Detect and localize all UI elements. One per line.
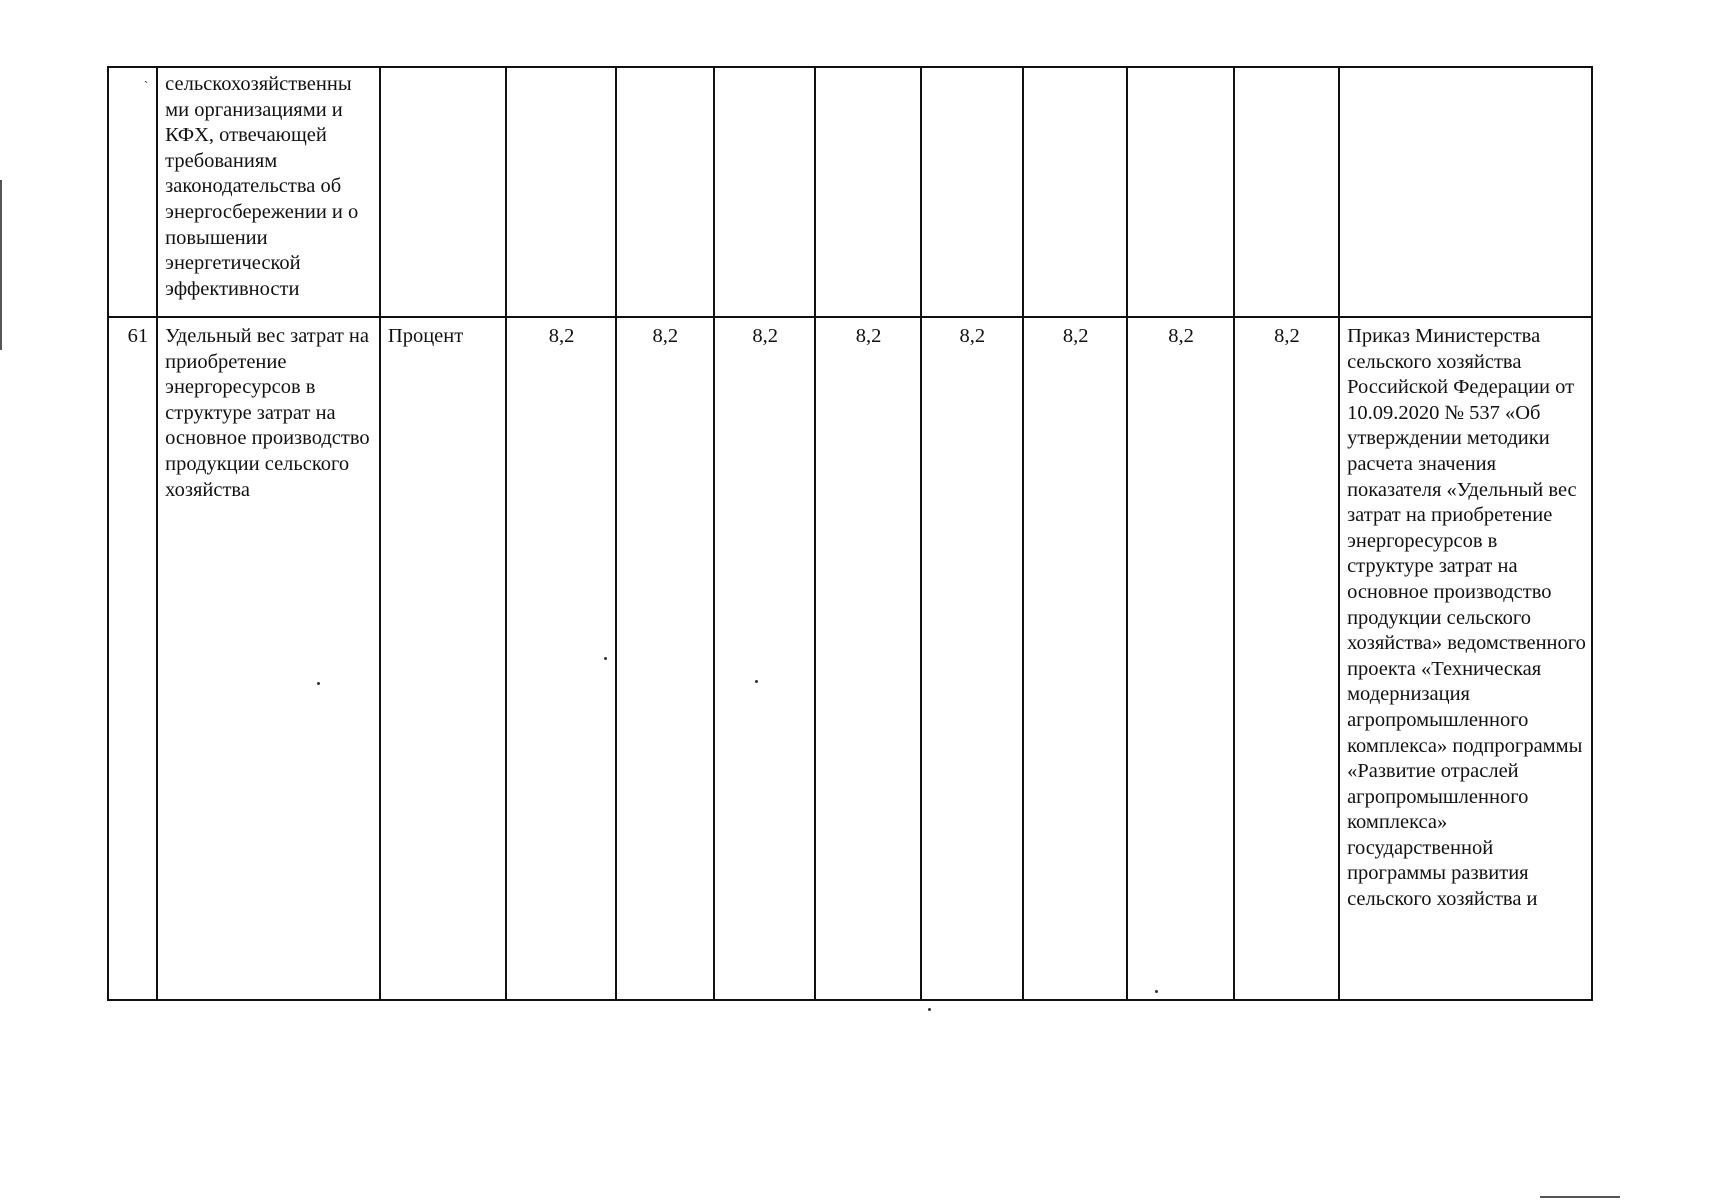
value: 8,2 [1274, 325, 1300, 347]
value-cell [714, 67, 815, 317]
value-cell [1127, 317, 1233, 1000]
value-cell [1023, 317, 1127, 1000]
value [507, 68, 614, 74]
unit-cell [380, 317, 506, 1000]
row-number: 61 [127, 325, 149, 347]
value-cell [506, 317, 615, 1000]
scan-edge-mark [1540, 1196, 1620, 1198]
value-cell [1127, 67, 1233, 317]
source-cell [1339, 67, 1592, 317]
value-cell [506, 67, 615, 317]
indicator-name: Удельный вес затрат на приобретение энергоресурсов в структуре затрат на основное производство продукции сельского хозяйства [165, 325, 370, 501]
indicator-name-cell [157, 317, 380, 1000]
source: Приказ Министерства сельского хозяйства Российской Федерации от 10.09.2020 № 537 «Об утверждении методики расчета значения показателя «Удельный вес затрат на приобретение энергоресурсов в структуре затрат на основное производство продукции сельского хозяйства» ведомственного проекта «Техническая модернизация агропромышленного комплекса» подпрограммы «Развитие отраслей агропромышленного комплекса» государственной программы развития сельского хозяйства и [1347, 325, 1586, 911]
indicator-table [107, 66, 1593, 1001]
scan-edge-mark [0, 180, 2, 350]
value [922, 68, 1022, 74]
scan-speck [604, 657, 607, 660]
value-cell [815, 317, 920, 1000]
scan-mark: ˋ [143, 78, 149, 93]
table-row [108, 317, 1592, 1000]
value: 8,2 [652, 325, 679, 347]
value [1024, 68, 1126, 74]
value-cell [616, 317, 714, 1000]
source [1340, 68, 1591, 72]
value: 8,2 [548, 325, 575, 347]
unit: Процент [387, 325, 464, 347]
row-number-cell [108, 67, 157, 317]
scan-speck [755, 680, 758, 683]
value-cell [921, 67, 1023, 317]
indicator-name: сельскохозяйственны ми организациями и КФХ, отвечающей требованиям законодательства об энергосбережении и о повышении энергетической эффективности [165, 73, 359, 300]
value [816, 68, 919, 74]
value: 8,2 [1062, 325, 1089, 347]
scan-speck [1155, 990, 1158, 993]
value: 8,2 [959, 325, 986, 347]
value [617, 68, 713, 74]
value [1128, 68, 1232, 74]
table-row [108, 67, 1592, 317]
unit [381, 68, 505, 74]
value: 8,2 [855, 325, 882, 347]
value-cell [1023, 67, 1127, 317]
indicator-name-cell [157, 67, 380, 317]
scan-speck [317, 682, 320, 685]
source-cell [1339, 317, 1592, 1000]
value-cell [616, 67, 714, 317]
value: 8,2 [1168, 325, 1194, 347]
row-number-cell [108, 317, 157, 1000]
value-cell [714, 317, 815, 1000]
value-cell [1234, 67, 1339, 317]
value: 8,2 [752, 325, 778, 347]
scan-speck [928, 1008, 931, 1011]
unit-cell [380, 67, 506, 317]
value [1235, 68, 1338, 74]
value-cell [815, 67, 920, 317]
value-cell [921, 317, 1023, 1000]
value-cell [1234, 317, 1339, 1000]
value [715, 68, 814, 74]
